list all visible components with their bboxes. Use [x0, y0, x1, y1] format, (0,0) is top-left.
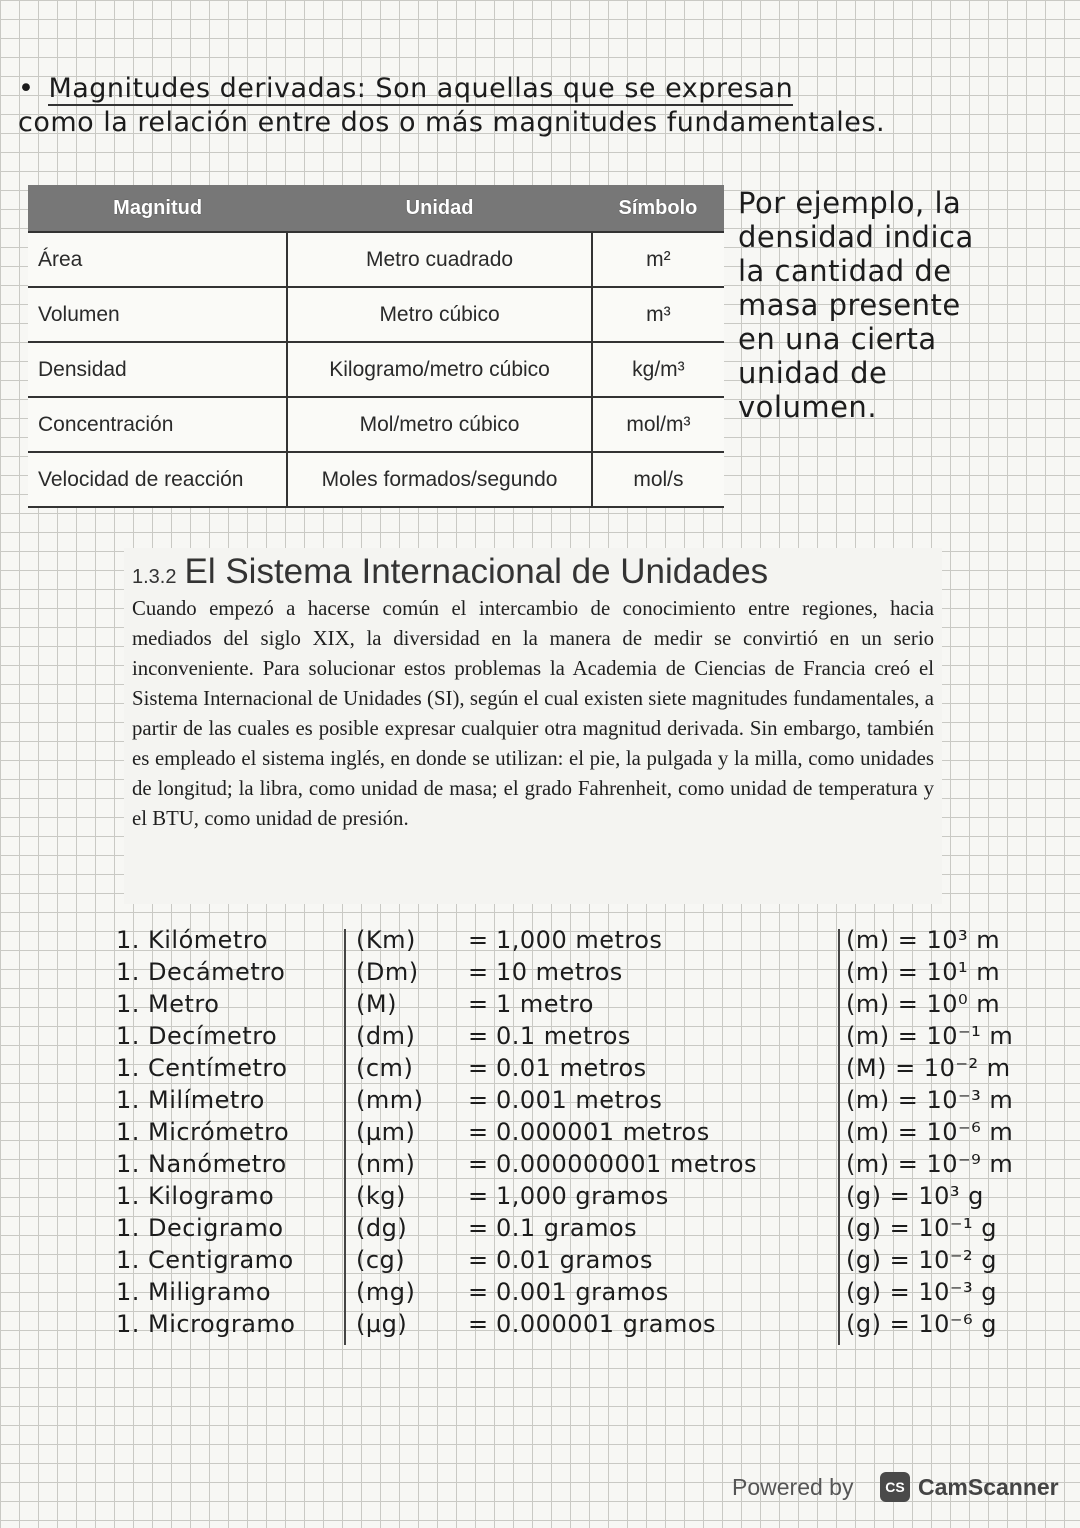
unit-power: (g) = 10⁻¹ g [846, 1214, 998, 1242]
unit-symbol: (µg) [356, 1310, 408, 1338]
header-magnitud: Magnitud [28, 185, 287, 232]
unit-symbol: (cm) [356, 1054, 414, 1082]
cell-magnitud: Volumen [28, 287, 287, 342]
si-section [124, 548, 942, 904]
header-simbolo: Símbolo [592, 185, 724, 232]
unit-name: 1. Decámetro [116, 958, 286, 986]
cell-magnitud: Velocidad de reacción [28, 452, 287, 507]
cell-unidad: Mol/metro cúbico [287, 397, 592, 452]
equals-sign: = [468, 958, 489, 986]
unit-value: 1,000 gramos [496, 1182, 669, 1210]
unit-name: 1. Decímetro [116, 1022, 278, 1050]
unit-value: 10 metros [496, 958, 623, 986]
equals-sign: = [468, 1054, 489, 1082]
camscanner-logo-icon: CS [880, 1472, 910, 1502]
list-item [116, 989, 1036, 1021]
section-number: 1.3.2 [132, 566, 177, 588]
cell-simbolo: m² [592, 232, 724, 287]
camscanner-brand: CamScanner [918, 1474, 1059, 1500]
cell-unidad: Moles formados/segundo [287, 452, 592, 507]
unit-symbol: (mg) [356, 1278, 416, 1306]
cell-simbolo: mol/s [592, 452, 724, 507]
note-line: unidad de [738, 356, 888, 390]
density-side-note [738, 186, 1058, 424]
list-item [116, 1085, 1036, 1117]
unit-power: (m) = 10⁰ m [846, 990, 1001, 1018]
list-item [116, 1149, 1036, 1181]
unit-power: (m) = 10³ m [846, 926, 1001, 954]
list-item [116, 1053, 1036, 1085]
unit-value: 0.000001 gramos [496, 1310, 717, 1338]
unit-value: 0.01 gramos [496, 1246, 653, 1274]
unit-power: (m) = 10⁻³ m [846, 1086, 1014, 1114]
unit-name: 1. Centigramo [116, 1246, 294, 1274]
table-row [28, 397, 724, 452]
heading-line-2: como la relación entre dos o más magnitudes fundamentales. [18, 107, 886, 138]
cell-unidad: Metro cúbico [287, 287, 592, 342]
list-item [116, 1245, 1036, 1277]
unit-name: 1. Centímetro [116, 1054, 288, 1082]
unit-name: 1. Kilogramo [116, 1182, 275, 1210]
equals-sign: = [468, 1310, 489, 1338]
list-item [116, 957, 1036, 989]
unit-value: 0.001 metros [496, 1086, 663, 1114]
unit-power: (g) = 10⁻⁶ g [846, 1310, 998, 1338]
unit-power: (M) = 10⁻² m [846, 1054, 1011, 1082]
cell-unidad: Metro cuadrado [287, 232, 592, 287]
table-header-row [28, 185, 724, 232]
cell-simbolo: kg/m³ [592, 342, 724, 397]
unit-power: (m) = 10¹ m [846, 958, 1001, 986]
equals-sign: = [468, 1086, 489, 1114]
unit-conversion-list [116, 925, 1036, 1341]
equals-sign: = [468, 1278, 489, 1306]
cell-unidad: Kilogramo/metro cúbico [287, 342, 592, 397]
cell-simbolo: mol/m³ [592, 397, 724, 452]
unit-value: 0.000001 metros [496, 1118, 710, 1146]
powered-by-text: Powered by [732, 1474, 854, 1500]
unit-power: (g) = 10⁻² g [846, 1246, 998, 1274]
unit-symbol: (nm) [356, 1150, 416, 1178]
equals-sign: = [468, 990, 489, 1018]
unit-symbol: (mm) [356, 1086, 424, 1114]
note-line: volumen. [738, 390, 878, 424]
note-line: la cantidad de [738, 254, 952, 288]
derived-magnitudes-heading [18, 72, 1058, 140]
bullet: • [18, 73, 35, 104]
note-line: en una cierta [738, 322, 937, 356]
derived-magnitudes-table [28, 185, 724, 508]
table-row [28, 342, 724, 397]
unit-symbol: (Dm) [356, 958, 419, 986]
unit-value: 0.001 gramos [496, 1278, 669, 1306]
cell-simbolo: m³ [592, 287, 724, 342]
unit-name: 1. Kilómetro [116, 926, 268, 954]
note-line: masa presente [738, 288, 961, 322]
unit-name: 1. Micrómetro [116, 1118, 290, 1146]
unit-name: 1. Metro [116, 990, 220, 1018]
table-row [28, 232, 724, 287]
list-item [116, 1181, 1036, 1213]
note-line: densidad indica [738, 220, 974, 254]
table-row [28, 452, 724, 507]
unit-value: 0.1 gramos [496, 1214, 638, 1242]
equals-sign: = [468, 1118, 489, 1146]
unit-symbol: (cg) [356, 1246, 406, 1274]
unit-name: 1. Microgramo [116, 1310, 296, 1338]
unit-power: (m) = 10⁻¹ m [846, 1022, 1014, 1050]
list-item [116, 1309, 1036, 1341]
equals-sign: = [468, 1182, 489, 1210]
heading-line-1: Magnitudes derivadas: Son aquellas que se expresan [48, 73, 794, 104]
cell-magnitud: Densidad [28, 342, 287, 397]
section-body: Cuando empezó a hacerse común el intercambio de conocimiento entre regiones, hacia mediados del siglo XIX, la diversidad en la manera de medir se convirtió en un serio inconveniente. Para solucionar estos problemas la Academia de Ciencias de Francia creó el Sistema Internacional de Unidades (SI), según el cual existen siete magnitudes fundamentales, a partir de las cuales es posible expresar cualquier otra magnitud derivada. Sin embargo, también es empleado el sistema inglés, en donde se utilizan: el pie, la pulgada y la milla, como unidades de longitud; la libra, como unidad de masa; el grado Fahrenheit, como unidad de temperatura y el BTU, como unidad de presión. [132, 597, 934, 830]
header-unidad: Unidad [287, 185, 592, 232]
unit-name: 1. Miligramo [116, 1278, 272, 1306]
unit-symbol: (Km) [356, 926, 416, 954]
unit-symbol: (dg) [356, 1214, 408, 1242]
unit-name: 1. Nanómetro [116, 1150, 287, 1178]
list-item [116, 1213, 1036, 1245]
unit-power: (g) = 10⁻³ g [846, 1278, 998, 1306]
table-row [28, 287, 724, 342]
unit-name: 1. Decigramo [116, 1214, 284, 1242]
equals-sign: = [468, 1246, 489, 1274]
cell-magnitud: Concentración [28, 397, 287, 452]
unit-power: (g) = 10³ g [846, 1182, 984, 1210]
unit-symbol: (µm) [356, 1118, 416, 1146]
section-title-text: El Sistema Internacional de Unidades [184, 552, 769, 591]
equals-sign: = [468, 1214, 489, 1242]
list-item [116, 1021, 1036, 1053]
equals-sign: = [468, 1150, 489, 1178]
equals-sign: = [468, 926, 489, 954]
unit-symbol: (kg) [356, 1182, 406, 1210]
unit-power: (m) = 10⁻⁶ m [846, 1118, 1014, 1146]
unit-symbol: (dm) [356, 1022, 416, 1050]
unit-power: (m) = 10⁻⁹ m [846, 1150, 1014, 1178]
unit-value: 1,000 metros [496, 926, 663, 954]
unit-symbol: (M) [356, 990, 397, 1018]
list-item [116, 1117, 1036, 1149]
cell-magnitud: Área [28, 232, 287, 287]
list-item [116, 1277, 1036, 1309]
unit-name: 1. Milímetro [116, 1086, 265, 1114]
unit-value: 0.01 metros [496, 1054, 647, 1082]
equals-sign: = [468, 1022, 489, 1050]
unit-value: 0.000000001 metros [496, 1150, 758, 1178]
camscanner-watermark [732, 1468, 1062, 1508]
unit-value: 1 metro [496, 990, 594, 1018]
section-title [132, 552, 934, 592]
unit-value: 0.1 metros [496, 1022, 631, 1050]
list-item [116, 925, 1036, 957]
note-line: Por ejemplo, la [738, 186, 962, 220]
